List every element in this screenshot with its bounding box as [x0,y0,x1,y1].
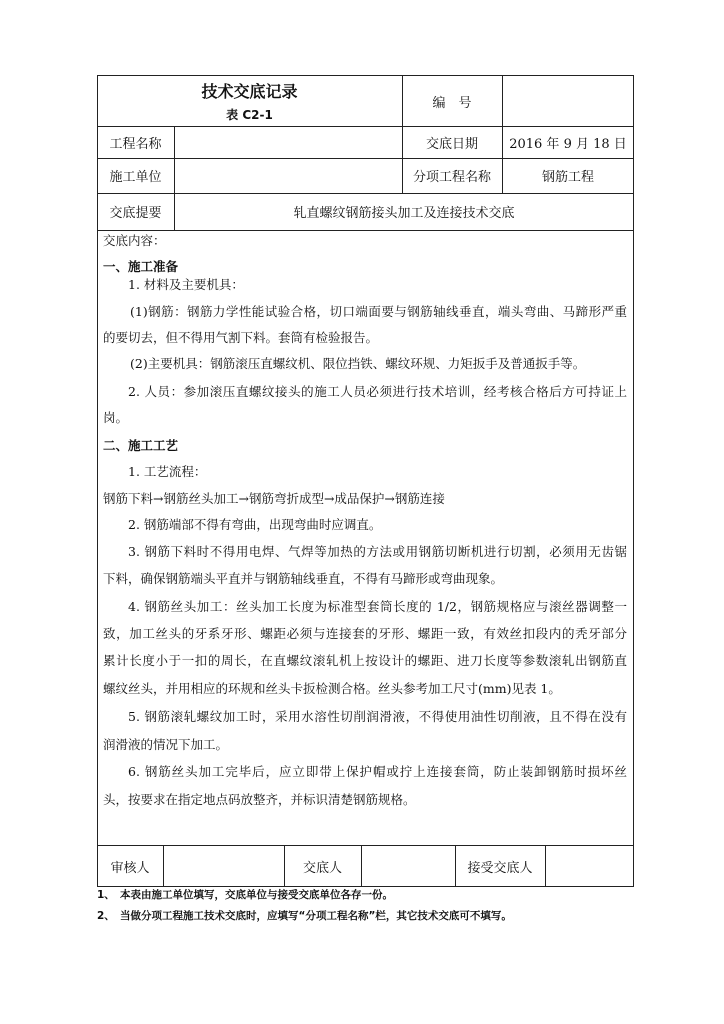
paragraph: 累计长度小于一扣的周长，在直螺纹滚轧机上按设计的螺距、进刀长度等参数滚轧出钢筋直 [103,653,627,668]
paragraph: 致，加工丝头的牙系牙形、螺距必须与连接套的牙形、螺距一致，有效丝扣段内的秃牙部分 [103,626,627,641]
paragraph: 岗。 [103,410,129,425]
paragraph: (1)钢筋：钢筋力学性能试验合格，切口端面要与钢筋轴线垂直，端头弯曲、马蹄形严重 [130,304,627,319]
paragraph: 6. 钢筋丝头加工完毕后，应立即带上保护帽或拧上连接套筒，防止装卸钢筋时损坏丝 [128,764,627,779]
receiver-field[interactable] [545,845,634,887]
discloser-label: 交底人 [302,860,342,876]
date-label: 交底日期 [425,136,478,152]
construction-unit-field[interactable] [174,158,402,193]
footnote: 1、 本表由施工单位填写，交底单位与接受交底单位各存一份。 [97,889,394,901]
receiver-label: 接受交底人 [467,860,533,876]
paragraph: 1. 材料及主要机具： [128,277,244,292]
paragraph: 头，按要求在指定地点码放整齐，并标识清楚钢筋规格。 [103,792,416,807]
footnote: 2、 当做分项工程施工技术交底时，应填写“分项工程名称”栏，其它技术交底可不填写。 [97,910,512,922]
reviewer-field[interactable] [163,845,284,887]
summary-label: 交底提要 [109,206,162,221]
project-name-label: 工程名称 [109,136,162,152]
section-heading: 一、施工准备 [103,259,179,274]
content-label: 交底内容： [103,233,166,248]
paragraph: 1. 工艺流程： [128,464,207,479]
summary-field[interactable]: 轧直螺纹钢筋接头加工及连接技术交底 [293,206,515,221]
row-line [97,230,634,231]
reviewer-label: 审核人 [110,860,150,876]
paragraph: 3. 钢筋下料时不得用电焊、气焊等加热的方法或用钢筋切断机进行切割，必须用无齿锯 [128,544,627,559]
page-title: 技术交底记录 [201,82,298,101]
number-label: 编 号 [432,95,472,111]
sub-project-label: 分项工程名称 [412,170,491,185]
sub-project-field[interactable]: 钢筋工程 [541,170,594,185]
paragraph: 钢筋下料→钢筋丝头加工→钢筋弯折成型→成品保护→钢筋连接 [103,491,445,506]
paragraph: 螺纹丝头，并用相应的环规和丝头卡扳检测合格。丝头参考加工尺寸(mm)见表 1。 [103,681,561,696]
form-code: 表 C2-1 [226,108,273,122]
paragraph: 4. 钢筋丝头加工：丝头加工长度为标准型套筒长度的 1/2，钢筋规格应与滚丝器调整一 [128,599,627,614]
project-name-field[interactable] [174,126,402,158]
discloser-field[interactable] [361,845,455,887]
paragraph: 5. 钢筋滚轧螺纹加工时，采用水溶性切削润滑液，不得使用油性切削液，且不得在没有 [128,709,627,724]
paragraph: 2. 钢筋端部不得有弯曲，出现弯曲时应调直。 [128,517,382,532]
date-field[interactable]: 2016 年 9 月 18 日 [509,136,627,152]
paragraph: 润滑液的情况下加工。 [103,737,229,752]
paragraph: 下料，确保钢筋端头平直并与钢筋轴线垂直，不得有马蹄形或弯曲现象。 [103,571,504,586]
number-value[interactable] [502,75,634,127]
paragraph: 2. 人员：参加滚压直螺纹接头的施工人员必须进行技术培训，经考核合格后方可持证上 [128,384,627,399]
paragraph: 的要切去，但不得用气割下料。套筒有检验报告。 [103,330,379,345]
construction-unit-label: 施工单位 [109,170,162,185]
paragraph: (2)主要机具：钢筋滚压直螺纹机、限位挡铁、螺纹环规、力矩扳手及普通扳手等。 [130,356,586,371]
section-heading: 二、施工工艺 [103,438,179,453]
